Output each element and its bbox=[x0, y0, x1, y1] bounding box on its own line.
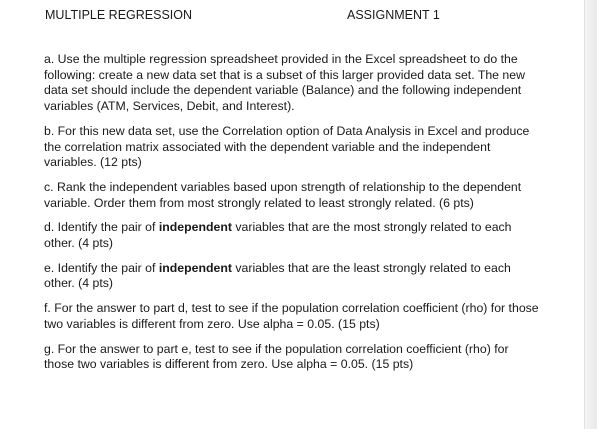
question-e-text-start: e. Identify the pair of bbox=[44, 260, 159, 275]
assignment-questions bbox=[44, 52, 540, 382]
question-e-text-end: variables that are the least strongly related to each other. (4 pts) bbox=[44, 260, 511, 291]
header-assignment-title: ASSIGNMENT 1 bbox=[347, 8, 440, 22]
question-d-emphasis: independent bbox=[158, 220, 232, 235]
question-d bbox=[44, 220, 540, 251]
question-e bbox=[44, 261, 540, 292]
question-a: a. Use the multiple regression spreadsheet provided in the Excel spreadsheet to do the following: create a new data set that is a subset of this larger provided data set. The new data set should include the dependent variable (Balance) and the following independent variables (ATM, Services, Debit, and Interest). bbox=[44, 52, 525, 114]
question-d-text-start: d. Identify the pair of bbox=[44, 220, 159, 235]
question-d-text-end: variables that are the most strongly related to each other. (4 pts) bbox=[44, 220, 512, 251]
question-b: b. For this new data set, use the Correlation option of Data Analysis in Excel and produce the correlation matrix associated with the dependent variable and the independent variables. (12 pts) bbox=[44, 123, 530, 170]
page-header bbox=[45, 8, 445, 24]
question-f: f. For the answer to part d, test to see if the population correlation coefficient (rho) for those two variables is different from zero. Use alpha = 0.05. (15 pts) bbox=[44, 301, 539, 331]
question-e-emphasis: independent bbox=[158, 260, 232, 275]
question-c: c. Rank the independent variables based upon strength of relationship to the dependent variable. Order them from most strongly related to least strongly related. (6 pts) bbox=[44, 179, 522, 210]
header-course-title: MULTIPLE REGRESSION bbox=[45, 8, 193, 22]
question-g: g. For the answer to part e, test to see if the population correlation coefficient (rho) for those two variables is different from zero. Use alpha = 0.05. (15 pts) bbox=[44, 341, 509, 372]
viewer-right-edge bbox=[584, 0, 597, 429]
